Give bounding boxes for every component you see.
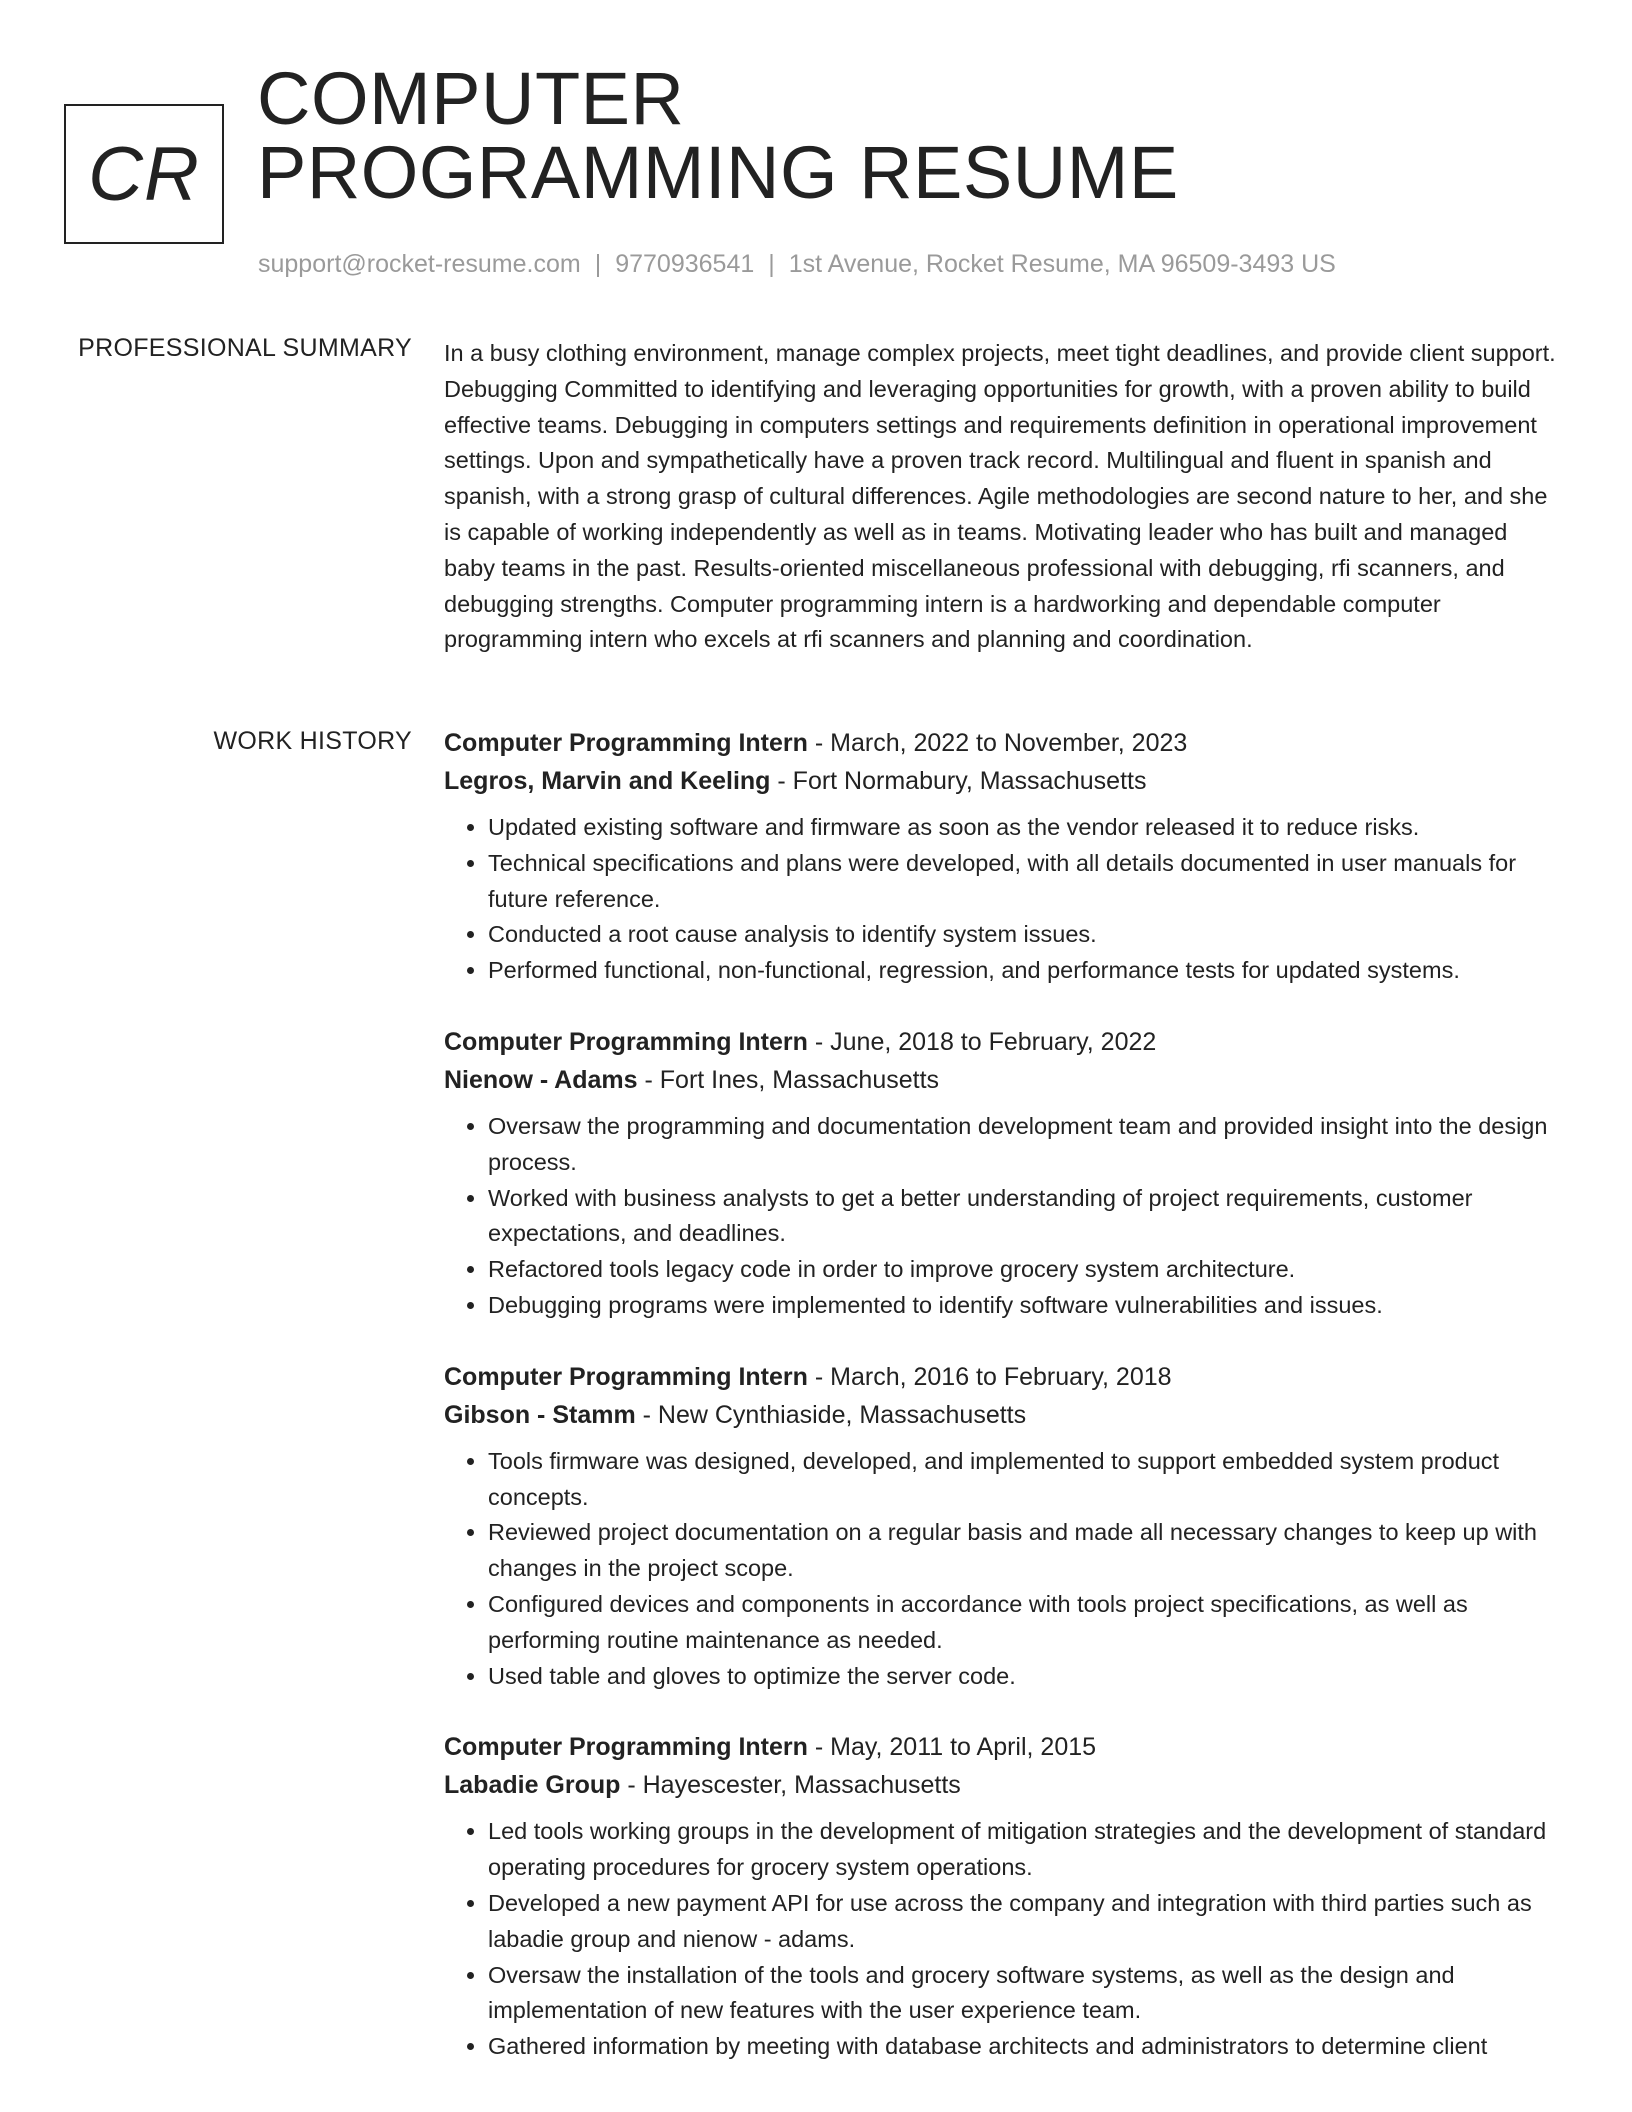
job-bullet: • Oversaw the programming and documentation development team and provided insight into the design process.: [488, 1109, 1560, 1181]
title-line-1: COMPUTER: [257, 57, 685, 140]
job-bullet: • Worked with business analysts to get a better understanding of project requirements, customer expectations, and deadlines.: [488, 1181, 1560, 1253]
job-title: Computer Programming Intern: [444, 1733, 808, 1762]
job-title: Computer Programming Intern: [444, 729, 808, 757]
job-company: Legros, Marvin and Keeling: [444, 767, 771, 795]
job-bullet: • Technical specifications and plans were developed, with all details documented in user manuals for future reference.: [488, 846, 1560, 918]
job-title: Computer Programming Intern: [444, 1362, 808, 1391]
resume-title: [257, 57, 1179, 214]
job-location: - Hayescester, Massachusetts: [620, 1771, 961, 1800]
job-location: - New Cynthiaside, Massachusetts: [635, 1400, 1027, 1429]
contact-separator: |: [768, 250, 775, 278]
contact-info: [258, 250, 1336, 279]
job-company: Nienow - Adams: [444, 1065, 638, 1094]
job-company: Gibson - Stamm: [444, 1400, 636, 1429]
job-entry: [444, 1358, 1560, 1695]
contact-phone[interactable]: 9770936541: [615, 250, 755, 278]
job-bullet: • Performed functional, non-functional, regression, and performance tests for updated systems.: [488, 953, 1560, 989]
job-title: Computer Programming Intern: [444, 1027, 808, 1056]
job-company-line: [444, 762, 1560, 800]
job-bullet: • Gathered information by meeting with database architects and administrators to determine client: [488, 2029, 1560, 2065]
job-title-line: [444, 1358, 1560, 1396]
job-bullet: • Configured devices and components in accordance with tools project specifications, as well as performing routine maintenance as needed.: [488, 1587, 1560, 1659]
summary-heading: PROFESSIONAL SUMMARY: [78, 334, 412, 362]
contact-separator: |: [594, 250, 602, 278]
contact-address: 1st Avenue, Rocket Resume, MA 96509-3493 US: [788, 250, 1336, 278]
contact-email[interactable]: support@rocket-resume.com: [258, 250, 581, 278]
job-bullet: • Debugging programs were implemented to identify software vulnerabilities and issues.: [488, 1288, 1560, 1324]
job-title-line: [444, 1023, 1560, 1061]
job-company-line: [444, 1061, 1560, 1099]
summary-text: In a busy clothing environment, manage complex projects, meet tight deadlines, and provide client support. Debugging Committed to identifying and leveraging opportunities for growth, with a proven ability to build effective teams. Debugging in computers settings and requirements definition in operational improvement settings. Upon and sympathetically have a proven track record. Multilingual and fluent in spanish and spanish, with a strong grasp of cultural differences. Agile methodologies are second nature to her, and she is capable of working independently as well as in teams. Motivating leader who has built and managed baby teams in the past. Results-oriented miscellaneous professional with debugging, rfi scanners, and debugging strengths. Computer programming intern is a hardworking and dependable computer programming intern who excels at rfi scanners and planning and coordination.: [444, 340, 1556, 653]
job-bullets: [444, 1814, 1560, 2065]
job-title-line: [444, 1728, 1560, 1766]
title-line-2: PROGRAMMING RESUME: [257, 131, 1179, 214]
job-title-line: [444, 724, 1560, 762]
job-bullet: • Used table and gloves to optimize the server code.: [488, 1659, 1560, 1695]
job-bullet: • Led tools working groups in the development of mitigation strategies and the development of standard operating procedures for grocery system operations.: [488, 1814, 1560, 1886]
job-bullet: • Updated existing software and firmware as soon as the vendor released it to reduce risks.: [488, 810, 1560, 846]
job-location: - Fort Normabury, Massachusetts: [770, 767, 1147, 795]
work-history-heading: WORK HISTORY: [213, 727, 412, 755]
job-location: - Fort Ines, Massachusetts: [637, 1065, 940, 1094]
job-dates: - March, 2016 to February, 2018: [807, 1362, 1172, 1391]
job-entry: [444, 1728, 1560, 2065]
job-company-line: [444, 1766, 1560, 1804]
job-bullets: [444, 810, 1560, 989]
work-history-list: [444, 724, 1560, 2099]
job-bullet: • Oversaw the installation of the tools and grocery software systems, as well as the design and implementation of new features with the user experience team.: [488, 1958, 1560, 2030]
job-company-line: [444, 1396, 1560, 1434]
monogram-logo: CR: [64, 104, 224, 244]
job-bullet: • Reviewed project documentation on a regular basis and made all necessary changes to keep up with changes in the project scope.: [488, 1515, 1560, 1587]
job-company: Labadie Group: [444, 1771, 621, 1800]
job-bullet: • Conducted a root cause analysis to identify system issues.: [488, 917, 1560, 953]
job-entry: [444, 724, 1560, 989]
job-bullet: • Developed a new payment API for use across the company and integration with third parties such as labadie group and nienow - adams.: [488, 1886, 1560, 1958]
job-bullet: • Tools firmware was designed, developed, and implemented to support embedded system product concepts.: [488, 1444, 1560, 1516]
job-dates: - March, 2022 to November, 2023: [807, 729, 1188, 757]
job-bullets: [444, 1444, 1560, 1695]
job-entry: [444, 1023, 1560, 1324]
job-bullet: • Refactored tools legacy code in order to improve grocery system architecture.: [488, 1252, 1560, 1288]
job-bullets: [444, 1109, 1560, 1324]
job-dates: - June, 2018 to February, 2022: [807, 1027, 1157, 1056]
job-dates: - May, 2011 to April, 2015: [807, 1733, 1097, 1762]
